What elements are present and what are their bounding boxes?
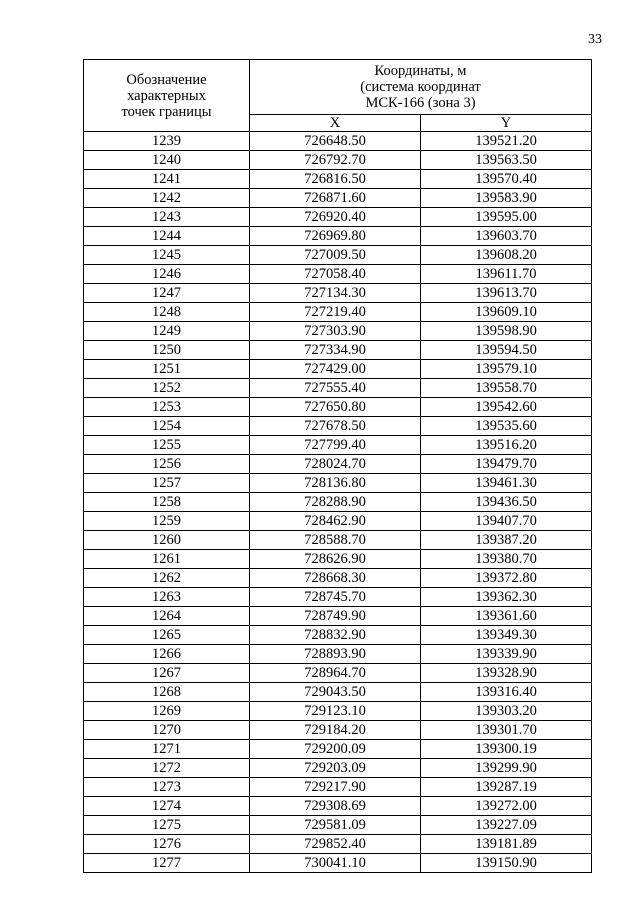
- point-number-cell: 1254: [84, 417, 250, 436]
- x-coordinate-cell: 728024.70: [250, 455, 421, 474]
- table-row: [84, 778, 592, 797]
- y-coordinate-cell: 139563.50: [421, 151, 592, 170]
- table-row: [84, 189, 592, 208]
- point-number-cell: 1275: [84, 816, 250, 835]
- x-coordinate-cell: 727058.40: [250, 265, 421, 284]
- x-coordinate-cell: 728893.90: [250, 645, 421, 664]
- y-coordinate-cell: 139300.19: [421, 740, 592, 759]
- y-coordinate-cell: 139272.00: [421, 797, 592, 816]
- x-coordinate-cell: 726816.50: [250, 170, 421, 189]
- y-coordinate-cell: 139603.70: [421, 227, 592, 246]
- x-coordinate-cell: 729184.20: [250, 721, 421, 740]
- y-coordinate-cell: 139516.20: [421, 436, 592, 455]
- point-number-cell: 1269: [84, 702, 250, 721]
- table-row: [84, 626, 592, 645]
- table-row: [84, 379, 592, 398]
- point-number-cell: 1258: [84, 493, 250, 512]
- x-coordinate-cell: 727219.40: [250, 303, 421, 322]
- y-coordinate-cell: 139521.20: [421, 132, 592, 151]
- point-number-cell: 1252: [84, 379, 250, 398]
- y-coordinate-cell: 139287.19: [421, 778, 592, 797]
- y-coordinate-cell: 139372.80: [421, 569, 592, 588]
- point-number-cell: 1245: [84, 246, 250, 265]
- y-coordinate-cell: 139598.90: [421, 322, 592, 341]
- table-row: [84, 455, 592, 474]
- coord-header-line-1: Координаты, м: [374, 63, 467, 79]
- y-coordinate-cell: 139380.70: [421, 550, 592, 569]
- point-number-cell: 1261: [84, 550, 250, 569]
- x-coordinate-cell: 726920.40: [250, 208, 421, 227]
- table-row: [84, 132, 592, 151]
- x-coordinate-cell: 727303.90: [250, 322, 421, 341]
- x-coordinate-cell: 728136.80: [250, 474, 421, 493]
- y-coordinate-cell: 139339.90: [421, 645, 592, 664]
- page-number: 33: [588, 32, 602, 47]
- point-number-cell: 1270: [84, 721, 250, 740]
- point-number-cell: 1271: [84, 740, 250, 759]
- point-number-cell: 1268: [84, 683, 250, 702]
- point-number-cell: 1264: [84, 607, 250, 626]
- table-row: [84, 721, 592, 740]
- y-coordinate-cell: 139361.60: [421, 607, 592, 626]
- table-row: [84, 322, 592, 341]
- table-row: [84, 588, 592, 607]
- x-coordinate-cell: 728626.90: [250, 550, 421, 569]
- x-coordinate-cell: 727650.80: [250, 398, 421, 417]
- table-row: [84, 227, 592, 246]
- y-coordinate-cell: 139594.50: [421, 341, 592, 360]
- x-coordinate-cell: 728745.70: [250, 588, 421, 607]
- point-number-cell: 1276: [84, 835, 250, 854]
- y-coordinate-cell: 139299.90: [421, 759, 592, 778]
- y-coordinate-cell: 139349.30: [421, 626, 592, 645]
- point-header-line-1: Обозначение: [126, 71, 207, 88]
- x-coordinate-cell: 729581.09: [250, 816, 421, 835]
- y-coordinate-cell: 139328.90: [421, 664, 592, 683]
- point-number-cell: 1253: [84, 398, 250, 417]
- table-row: [84, 531, 592, 550]
- x-coordinate-cell: 728964.70: [250, 664, 421, 683]
- table-row: [84, 170, 592, 189]
- y-coordinate-cell: 139362.30: [421, 588, 592, 607]
- x-coordinate-cell: 729308.69: [250, 797, 421, 816]
- point-header-line-2: характерных: [127, 87, 206, 104]
- x-coordinate-cell: 727009.50: [250, 246, 421, 265]
- x-coordinate-cell: 726792.70: [250, 151, 421, 170]
- x-coordinate-cell: 728588.70: [250, 531, 421, 550]
- table-row: [84, 607, 592, 626]
- table-row: [84, 835, 592, 854]
- point-number-cell: 1273: [84, 778, 250, 797]
- x-coordinate-cell: 729217.90: [250, 778, 421, 797]
- y-coordinate-cell: 139407.70: [421, 512, 592, 531]
- table-row: [84, 816, 592, 835]
- x-coordinate-cell: 727334.90: [250, 341, 421, 360]
- point-number-cell: 1242: [84, 189, 250, 208]
- point-number-cell: 1260: [84, 531, 250, 550]
- x-coordinate-cell: 730041.10: [250, 854, 421, 873]
- point-number-cell: 1247: [84, 284, 250, 303]
- table-row: [84, 436, 592, 455]
- point-number-cell: 1277: [84, 854, 250, 873]
- point-number-cell: 1250: [84, 341, 250, 360]
- point-number-cell: 1243: [84, 208, 250, 227]
- y-coordinate-cell: 139461.30: [421, 474, 592, 493]
- y-coordinate-cell: 139150.90: [421, 854, 592, 873]
- table-row: [84, 512, 592, 531]
- x-coordinate-cell: 728288.90: [250, 493, 421, 512]
- y-coordinate-cell: 139579.10: [421, 360, 592, 379]
- y-coordinate-cell: 139301.70: [421, 721, 592, 740]
- point-number-cell: 1263: [84, 588, 250, 607]
- y-coordinate-cell: 139608.20: [421, 246, 592, 265]
- y-coordinate-cell: 139316.40: [421, 683, 592, 702]
- x-coordinate-cell: 728749.90: [250, 607, 421, 626]
- y-coordinate-cell: 139542.60: [421, 398, 592, 417]
- x-coordinate-cell: 729203.09: [250, 759, 421, 778]
- x-coordinate-cell: 729123.10: [250, 702, 421, 721]
- point-number-cell: 1248: [84, 303, 250, 322]
- x-coordinate-cell: 728832.90: [250, 626, 421, 645]
- table-row: [84, 569, 592, 588]
- coord-header-line-3: МСК-166 (зона 3): [365, 95, 476, 111]
- x-coordinate-cell: 727799.40: [250, 436, 421, 455]
- y-coordinate-cell: 139436.50: [421, 493, 592, 512]
- point-number-cell: 1259: [84, 512, 250, 531]
- x-coordinate-cell: 729852.40: [250, 835, 421, 854]
- table-row: [84, 341, 592, 360]
- y-column-header: Y: [421, 115, 592, 132]
- table-row: [84, 417, 592, 436]
- point-number-cell: 1257: [84, 474, 250, 493]
- y-coordinate-cell: 139583.90: [421, 189, 592, 208]
- point-number-cell: 1266: [84, 645, 250, 664]
- point-designation-header: [84, 60, 250, 132]
- y-coordinate-cell: 139181.89: [421, 835, 592, 854]
- table-row: [84, 550, 592, 569]
- table-row: [84, 474, 592, 493]
- y-coordinate-cell: 139479.70: [421, 455, 592, 474]
- table-row: [84, 398, 592, 417]
- table-row: [84, 265, 592, 284]
- point-number-cell: 1272: [84, 759, 250, 778]
- table-row: [84, 360, 592, 379]
- table-row: [84, 664, 592, 683]
- point-number-cell: 1246: [84, 265, 250, 284]
- table-row: [84, 151, 592, 170]
- x-coordinate-cell: 727555.40: [250, 379, 421, 398]
- y-coordinate-cell: 139387.20: [421, 531, 592, 550]
- x-coordinate-cell: 726969.80: [250, 227, 421, 246]
- table-body: [84, 132, 592, 873]
- table-row: [84, 493, 592, 512]
- point-number-cell: 1262: [84, 569, 250, 588]
- table-row: [84, 683, 592, 702]
- point-header-line-3: точек границы: [121, 103, 212, 120]
- y-coordinate-cell: 139609.10: [421, 303, 592, 322]
- x-column-header: X: [250, 115, 421, 132]
- point-number-cell: 1267: [84, 664, 250, 683]
- point-number-cell: 1249: [84, 322, 250, 341]
- coordinates-table: [83, 59, 592, 873]
- coordinates-header: [250, 60, 592, 115]
- y-coordinate-cell: 139613.70: [421, 284, 592, 303]
- table-row: [84, 759, 592, 778]
- x-coordinate-cell: 727678.50: [250, 417, 421, 436]
- y-coordinate-cell: 139570.40: [421, 170, 592, 189]
- table-row: [84, 303, 592, 322]
- y-coordinate-cell: 139611.70: [421, 265, 592, 284]
- x-coordinate-cell: 726871.60: [250, 189, 421, 208]
- point-number-cell: 1265: [84, 626, 250, 645]
- x-coordinate-cell: 729200.09: [250, 740, 421, 759]
- coord-header-line-2: (система координат: [360, 79, 481, 95]
- point-number-cell: 1239: [84, 132, 250, 151]
- x-coordinate-cell: 728462.90: [250, 512, 421, 531]
- table-row: [84, 797, 592, 816]
- point-number-cell: 1240: [84, 151, 250, 170]
- point-number-cell: 1255: [84, 436, 250, 455]
- table-row: [84, 284, 592, 303]
- point-number-cell: 1241: [84, 170, 250, 189]
- x-coordinate-cell: 726648.50: [250, 132, 421, 151]
- y-coordinate-cell: 139227.09: [421, 816, 592, 835]
- x-coordinate-cell: 727429.00: [250, 360, 421, 379]
- y-coordinate-cell: 139303.20: [421, 702, 592, 721]
- x-coordinate-cell: 729043.50: [250, 683, 421, 702]
- y-coordinate-cell: 139535.60: [421, 417, 592, 436]
- point-number-cell: 1256: [84, 455, 250, 474]
- point-number-cell: 1251: [84, 360, 250, 379]
- table-row: [84, 854, 592, 873]
- table-row: [84, 208, 592, 227]
- table-row: [84, 740, 592, 759]
- x-coordinate-cell: 728668.30: [250, 569, 421, 588]
- point-number-cell: 1274: [84, 797, 250, 816]
- point-number-cell: 1244: [84, 227, 250, 246]
- y-coordinate-cell: 139558.70: [421, 379, 592, 398]
- table-row: [84, 246, 592, 265]
- x-coordinate-cell: 727134.30: [250, 284, 421, 303]
- table-row: [84, 702, 592, 721]
- table-row: [84, 645, 592, 664]
- y-coordinate-cell: 139595.00: [421, 208, 592, 227]
